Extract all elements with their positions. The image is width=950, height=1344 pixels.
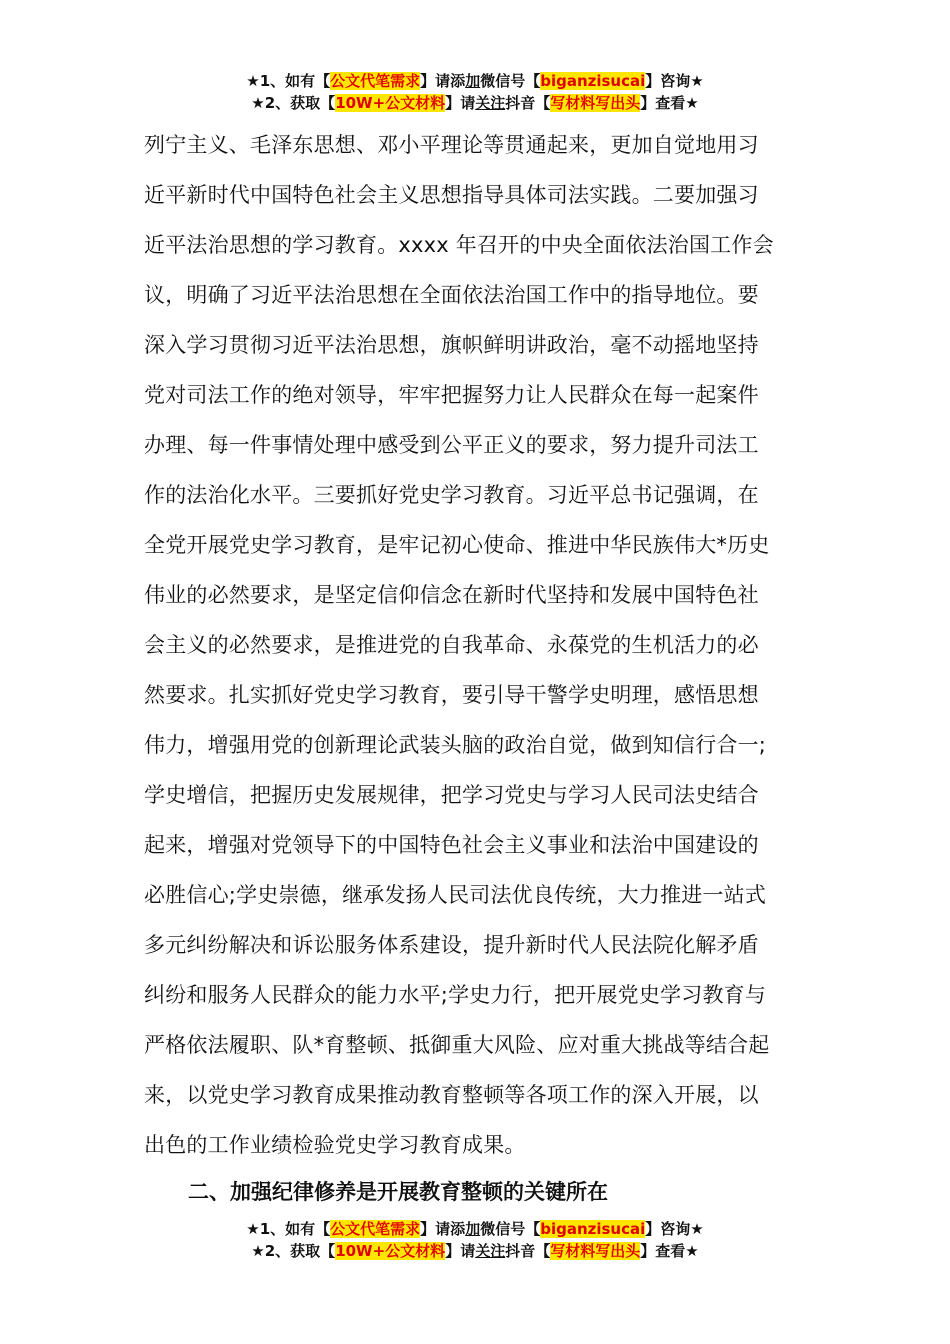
body-line: 作的法治化水平。三要抓好党史学习教育。习近平总书记强调，在 [144,483,759,507]
body-line: 列宁主义、毛泽东思想、邓小平理论等贯通起来，更加自觉地用习 [144,133,759,157]
banner-text: 抖音【 [505,1242,551,1260]
body-line: 近平新时代中国特色社会主义思想指导具体司法实践。二要加强习 [144,183,759,207]
body-line: 党对司法工作的绝对领导，牢牢把握努力让人民群众在每一起案件 [144,383,759,407]
highlight-wechat-id: biganzisucai [540,1220,646,1238]
banner-text: 】请 [445,1242,476,1260]
body-line: 深入学习贯彻习近平法治思想，旗帜鲜明讲政治，毫不动摇地坚持 [144,333,759,357]
banner-text: 】查看★ [640,94,699,112]
banner-emphasis: 关注 [475,1242,506,1260]
body-line: 办理、每一件事情处理中感受到公平正义的要求，努力提升司法工 [144,433,759,457]
body-line: 严格依法履职、队*育整顿、抵御重大风险、应对重大挑战等结合起 [144,1033,770,1057]
body-line: 纠纷和服务人民群众的能力水平;学史力行，把开展党史学习教育与 [144,983,767,1007]
body-line: 然要求。扎实抓好党史学习教育，要引导干警学史明理，感悟思想 [144,683,759,707]
body-line: 伟力，增强用党的创新理论武装头脑的政治自觉，做到知信行合一; [144,733,767,757]
banner-line-1 [0,70,950,92]
banner-text: 】查看★ [640,1242,699,1260]
banner-text: ★2、获取【 [251,1242,336,1260]
body-line: 学史增信，把握历史发展规律，把学习党史与学习人民司法史结合 [144,783,759,807]
banner-text: 】咨询★ [645,72,704,90]
banner-emphasis: 关注 [475,94,506,112]
banner-text: 】请添 [420,1220,466,1238]
highlight-service: 公文代笔需求 [330,1220,421,1238]
banner-emphasis: 加 [465,72,481,90]
body-line: 来，以党史学习教育成果推动教育整顿等各项工作的深入开展，以 [144,1083,759,1107]
body-line: 多元纠纷解决和诉讼服务体系建设，提升新时代人民法院化解矛盾 [144,933,759,957]
banner-text: ★2、获取【 [251,94,336,112]
banner-line-1 [0,1218,950,1240]
banner-text: ★1、如有【 [246,1220,331,1238]
highlight-service: 公文代笔需求 [330,72,421,90]
banner-text: 微信号【 [480,72,541,90]
banner-text: ★1、如有【 [246,72,331,90]
body-line: 议，明确了习近平法治思想在全面依法治国工作中的指导地位。要 [144,283,759,307]
body-line: 出色的工作业绩检验党史学习教育成果。 [144,1133,526,1157]
banner-text: 】请添 [420,72,466,90]
highlight-wechat-id: biganzisucai [540,72,646,90]
body-paragraph [144,120,808,1170]
banner-emphasis: 加 [465,1220,481,1238]
header-banner [0,70,950,114]
footer-banner [0,1218,950,1262]
highlight-materials: 10W+公文材料 [335,1242,446,1260]
banner-line-2 [0,92,950,114]
banner-text: 微信号【 [480,1220,541,1238]
body-line: 会主义的必然要求，是推进党的自我革命、永葆党的生机活力的必 [144,633,759,657]
body-line: 全党开展党史学习教育，是牢记初心使命、推进中华民族伟大*历史 [144,533,770,557]
banner-text: 】咨询★ [645,1220,704,1238]
highlight-materials: 10W+公文材料 [335,94,446,112]
body-line: 近平法治思想的学习教育。xxxx 年召开的中央全面依法治国工作会 [144,233,774,257]
body-line: 伟业的必然要求，是坚定信仰信念在新时代坚持和发展中国特色社 [144,583,759,607]
banner-text: 】请 [445,94,476,112]
highlight-douyin-account: 写材料写出头 [550,94,641,112]
banner-text: 抖音【 [505,94,551,112]
body-line: 必胜信心;学史崇德，继承发扬人民司法优良传统，大力推进一站式 [144,883,767,907]
body-line: 起来，增强对党领导下的中国特色社会主义事业和法治中国建设的 [144,833,759,857]
banner-line-2 [0,1240,950,1262]
section-heading: 二、加强纪律修养是开展教育整顿的关键所在 [188,1180,608,1204]
highlight-douyin-account: 写材料写出头 [550,1242,641,1260]
